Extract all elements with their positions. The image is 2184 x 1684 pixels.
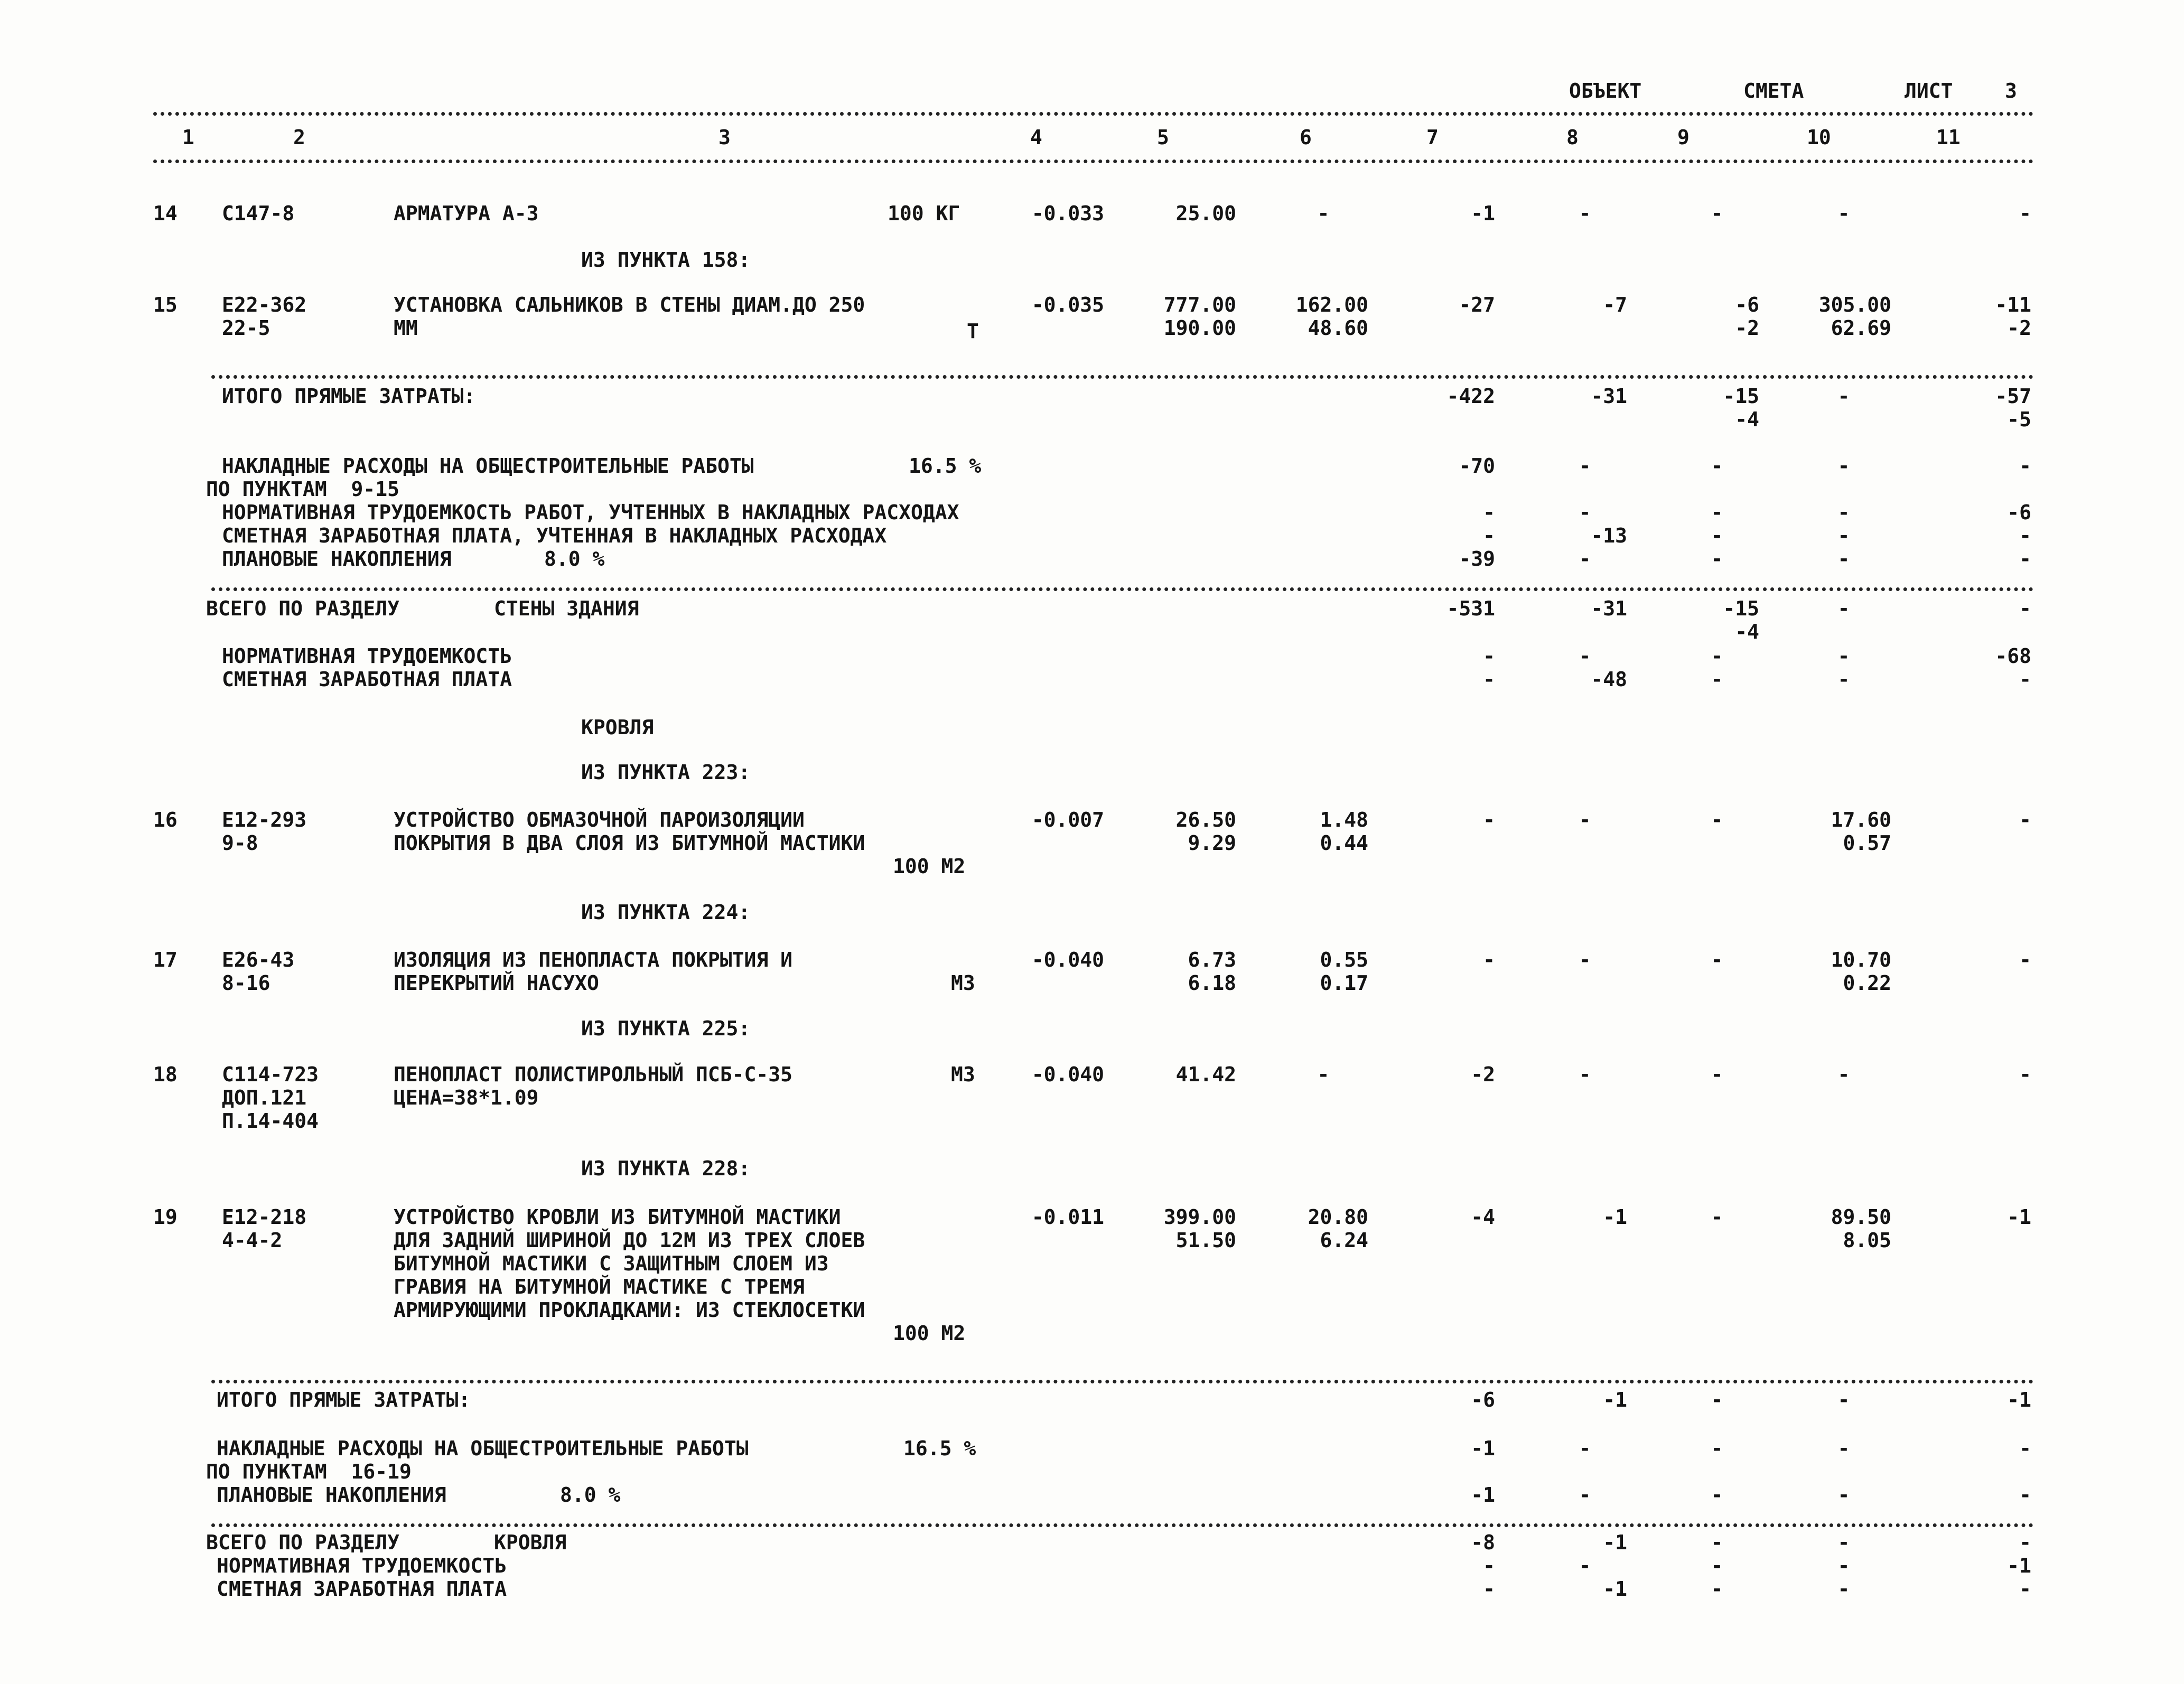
item-col7: -2 <box>1471 1063 1495 1086</box>
item-col8: - <box>1579 1063 1591 1086</box>
total-col10: - <box>1837 1577 1850 1601</box>
item-code: Е12-218 <box>222 1205 307 1229</box>
total-col9: - <box>1711 1388 1723 1411</box>
total-col9: -4 <box>1735 408 1759 431</box>
item-col6: 162.00 <box>1295 293 1368 316</box>
item-col6: 20.80 <box>1308 1205 1368 1229</box>
column-header: 11 <box>1936 126 1961 149</box>
total-col9: -4 <box>1735 620 1759 643</box>
item-name: АРМИРУЮЩИМИ ПРОКЛАДКАМИ: ИЗ СТЕКЛОСЕТКИ <box>394 1298 865 1322</box>
item-code: П.14-404 <box>222 1109 319 1133</box>
column-header: 8 <box>1566 126 1579 149</box>
total-col8: - <box>1579 501 1591 524</box>
item-code: 4-4-2 <box>222 1229 283 1252</box>
smeta-label: СМЕТА <box>1743 79 1804 102</box>
total-col10: - <box>1837 524 1850 547</box>
total-col11: -1 <box>2007 1388 2031 1411</box>
sheet-number: 3 <box>2005 79 2017 102</box>
subtotal-rule <box>211 1380 2034 1383</box>
item-col10: 0.57 <box>1843 831 1891 855</box>
item-unit: М3 <box>951 971 975 995</box>
total-col7: -422 <box>1446 385 1495 408</box>
item-name: БИТУМНОЙ МАСТИКИ С ЗАЩИТНЫМ СЛОЕМ ИЗ <box>394 1252 829 1275</box>
item-name: ДЛЯ ЗАДНИЙ ШИРИНОЙ ДО 12М ИЗ ТРЕХ СЛОЕВ <box>394 1229 865 1252</box>
total-col10: - <box>1837 1437 1850 1460</box>
total-col8: -31 <box>1591 597 1627 620</box>
item-col8: -7 <box>1603 293 1627 316</box>
column-header: 3 <box>718 126 731 149</box>
est-wage-label: СМЕТНАЯ ЗАРАБОТНАЯ ПЛАТА <box>222 668 512 691</box>
column-header: 7 <box>1426 126 1439 149</box>
total-col7: - <box>1483 1554 1495 1577</box>
total-col8: -48 <box>1591 668 1627 691</box>
column-header: 10 <box>1807 126 1831 149</box>
total-col7: - <box>1483 524 1495 547</box>
total-col8: - <box>1579 1554 1591 1577</box>
object-label: ОБЪЕКТ <box>1569 79 1642 102</box>
item-col6: 0.55 <box>1320 948 1368 971</box>
item-col5: 51.50 <box>1175 1229 1236 1252</box>
section-rule <box>211 1523 2034 1527</box>
total-col11: - <box>2019 597 2031 620</box>
total-col10: - <box>1837 385 1850 408</box>
total-col8: -31 <box>1591 385 1627 408</box>
norm-labor-label: НОРМАТИВНАЯ ТРУДОЕМКОСТЬ <box>217 1554 507 1577</box>
source-point-note: ИЗ ПУНКТА 158: <box>581 248 751 272</box>
total-col11: - <box>2019 1483 2031 1507</box>
total-col10: - <box>1837 597 1850 620</box>
total-col9: -15 <box>1723 597 1759 620</box>
total-col9: - <box>1711 1437 1723 1460</box>
item-name: ПЕНОПЛАСТ ПОЛИСТИРОЛЬНЫЙ ПСБ-С-35 <box>394 1063 792 1086</box>
item-col7: - <box>1483 948 1495 971</box>
item-col7: -27 <box>1459 293 1495 316</box>
total-col7: -531 <box>1446 597 1495 620</box>
item-unit: М3 <box>951 1063 975 1086</box>
overhead-label: НАКЛАДНЫЕ РАСХОДЫ НА ОБЩЕСТРОИТЕЛЬНЫЕ РАБОТЫ <box>222 454 754 478</box>
item-quantity: -0.040 <box>1031 948 1104 971</box>
item-name: ЦЕНА=38*1.09 <box>394 1086 539 1109</box>
item-col5: 777.00 <box>1163 293 1236 316</box>
header-top-rule <box>153 112 2034 116</box>
column-header: 4 <box>1030 126 1042 149</box>
total-col7: -1 <box>1471 1483 1495 1507</box>
item-col8: - <box>1579 948 1591 971</box>
item-unit: 100 КГ <box>888 202 960 225</box>
item-quantity: -0.033 <box>1031 202 1104 225</box>
item-col6: 0.17 <box>1320 971 1368 995</box>
item-col9: - <box>1711 1205 1723 1229</box>
item-code: Е22-362 <box>222 293 307 316</box>
item-name: ПЕРЕКРЫТИЙ НАСУХО <box>394 971 599 995</box>
item-quantity: -0.040 <box>1031 1063 1104 1086</box>
total-col10: - <box>1837 644 1850 668</box>
item-col11: - <box>2019 948 2031 971</box>
total-col7: - <box>1483 501 1495 524</box>
item-name: ММ <box>394 316 418 340</box>
item-code: Е26-43 <box>222 948 295 971</box>
est-wage-label: СМЕТНАЯ ЗАРАБОТНАЯ ПЛАТА <box>217 1577 507 1601</box>
item-col11: - <box>2019 808 2031 831</box>
total-col8: - <box>1579 547 1591 570</box>
item-col5: 6.18 <box>1188 971 1236 995</box>
item-col10: 17.60 <box>1831 808 1891 831</box>
total-col9: - <box>1711 524 1723 547</box>
source-point-note: ИЗ ПУНКТА 225: <box>581 1017 751 1040</box>
direct-costs-label: ИТОГО ПРЯМЫЕ ЗАТРАТЫ: <box>217 1388 471 1411</box>
item-col10: 8.05 <box>1843 1229 1891 1252</box>
overhead-points: ПО ПУНКТАМ 16-19 <box>206 1460 412 1483</box>
item-col10: 89.50 <box>1831 1205 1891 1229</box>
overhead-percent: 16.5 % <box>909 454 982 478</box>
item-col7: -1 <box>1471 202 1495 225</box>
item-col11: - <box>2019 1063 2031 1086</box>
item-col9: -2 <box>1735 316 1759 340</box>
subtotal-rule <box>211 375 2034 379</box>
item-quantity: -0.035 <box>1031 293 1104 316</box>
item-number: 14 <box>153 202 178 225</box>
item-unit: 100 М2 <box>893 1322 966 1345</box>
total-col11: -5 <box>2007 408 2031 431</box>
item-number: 19 <box>153 1205 178 1229</box>
item-col9: - <box>1711 202 1723 225</box>
item-unit: Т <box>967 320 979 343</box>
item-name: УСТАНОВКА САЛЬНИКОВ В СТЕНЫ ДИАМ.ДО 250 <box>394 293 865 316</box>
item-col11: - <box>2019 202 2031 225</box>
total-col7: - <box>1483 1577 1495 1601</box>
item-col5: 41.42 <box>1175 1063 1236 1086</box>
total-col8: - <box>1579 1483 1591 1507</box>
total-col11: - <box>2019 1437 2031 1460</box>
item-col8: -1 <box>1603 1205 1627 1229</box>
item-col6: - <box>1317 202 1330 225</box>
total-col9: - <box>1711 668 1723 691</box>
item-col10: 305.00 <box>1818 293 1891 316</box>
item-code: С114-723 <box>222 1063 319 1086</box>
overhead-points: ПО ПУНКТАМ 9-15 <box>206 478 400 501</box>
item-col9: -6 <box>1735 293 1759 316</box>
direct-costs-label: ИТОГО ПРЯМЫЕ ЗАТРАТЫ: <box>222 385 476 408</box>
section-total-label: ВСЕГО ПО РАЗДЕЛУ <box>206 597 400 620</box>
item-col10: 10.70 <box>1831 948 1891 971</box>
item-col6: 1.48 <box>1320 808 1368 831</box>
item-col11: -2 <box>2007 316 2031 340</box>
total-col7: - <box>1483 668 1495 691</box>
total-col8: - <box>1579 454 1591 478</box>
total-col8: -13 <box>1591 524 1627 547</box>
total-col11: - <box>2019 454 2031 478</box>
total-col7: -70 <box>1459 454 1495 478</box>
item-name: УСТРОЙСТВО КРОВЛИ ИЗ БИТУМНОЙ МАСТИКИ <box>394 1205 841 1229</box>
item-name: ИЗОЛЯЦИЯ ИЗ ПЕНОПЛАСТА ПОКРЫТИЯ И <box>394 948 792 971</box>
total-col10: - <box>1837 668 1850 691</box>
wage-label: СМЕТНАЯ ЗАРАБОТНАЯ ПЛАТА, УЧТЕННАЯ В НАКЛАДНЫХ РАСХОДАХ <box>222 524 887 547</box>
total-col9: - <box>1711 1554 1723 1577</box>
total-col11: - <box>2019 668 2031 691</box>
norm-labor-label: НОРМАТИВНАЯ ТРУДОЕМКОСТЬ <box>222 644 512 668</box>
total-col11: -6 <box>2007 501 2031 524</box>
section-rule <box>211 587 2034 591</box>
total-col11: - <box>2019 524 2031 547</box>
item-unit: 100 М2 <box>893 855 966 878</box>
item-code: 22-5 <box>222 316 270 340</box>
item-number: 15 <box>153 293 178 316</box>
item-name: ПОКРЫТИЯ В ДВА СЛОЯ ИЗ БИТУМНОЙ МАСТИКИ <box>394 831 865 855</box>
total-col9: - <box>1711 644 1723 668</box>
item-col10: 62.69 <box>1831 316 1891 340</box>
item-code: 9-8 <box>222 831 258 855</box>
item-col11: -11 <box>1995 293 2031 316</box>
item-col10: 0.22 <box>1843 971 1891 995</box>
savings-label: ПЛАНОВЫЕ НАКОПЛЕНИЯ <box>222 547 452 570</box>
item-col6: 48.60 <box>1308 316 1368 340</box>
labor-label: НОРМАТИВНАЯ ТРУДОЕМКОСТЬ РАБОТ, УЧТЕННЫХ В НАКЛАДНЫХ РАСХОДАХ <box>222 501 959 524</box>
total-col7: -8 <box>1471 1531 1495 1554</box>
savings-percent: 8.0 % <box>560 1483 621 1507</box>
total-col9: - <box>1711 1531 1723 1554</box>
total-col11: -68 <box>1995 644 2031 668</box>
column-header: 6 <box>1300 126 1312 149</box>
item-col7: - <box>1483 808 1495 831</box>
total-col10: - <box>1837 454 1850 478</box>
item-col8: - <box>1579 202 1591 225</box>
savings-label: ПЛАНОВЫЕ НАКОПЛЕНИЯ <box>217 1483 446 1507</box>
item-name: УСТРОЙСТВО ОБМАЗОЧНОЙ ПАРОИЗОЛЯЦИИ <box>394 808 805 831</box>
total-col9: - <box>1711 1483 1723 1507</box>
total-col8: -1 <box>1603 1577 1627 1601</box>
item-col5: 9.29 <box>1188 831 1236 855</box>
total-col10: - <box>1837 1531 1850 1554</box>
item-code: ДОП.121 <box>222 1086 307 1109</box>
section-title: КРОВЛЯ <box>581 716 654 739</box>
item-col6: 0.44 <box>1320 831 1368 855</box>
item-code: 8-16 <box>222 971 270 995</box>
header-bottom-rule <box>153 160 2034 163</box>
section-name: КРОВЛЯ <box>494 1531 567 1554</box>
total-col11: - <box>2019 547 2031 570</box>
overhead-label: НАКЛАДНЫЕ РАСХОДЫ НА ОБЩЕСТРОИТЕЛЬНЫЕ РАБОТЫ <box>217 1437 749 1460</box>
total-col7: - <box>1483 644 1495 668</box>
item-col5: 399.00 <box>1163 1205 1236 1229</box>
overhead-percent: 16.5 % <box>903 1437 976 1460</box>
item-col9: - <box>1711 808 1723 831</box>
item-col5: 25.00 <box>1175 202 1236 225</box>
total-col9: - <box>1711 1577 1723 1601</box>
item-col9: - <box>1711 1063 1723 1086</box>
column-header: 9 <box>1677 126 1690 149</box>
total-col10: - <box>1837 1388 1850 1411</box>
item-number: 18 <box>153 1063 178 1086</box>
total-col10: - <box>1837 501 1850 524</box>
total-col8: - <box>1579 644 1591 668</box>
total-col10: - <box>1837 1483 1850 1507</box>
total-col7: -1 <box>1471 1437 1495 1460</box>
total-col9: - <box>1711 547 1723 570</box>
section-name: СТЕНЫ ЗДАНИЯ <box>494 597 639 620</box>
item-quantity: -0.007 <box>1031 808 1104 831</box>
savings-percent: 8.0 % <box>544 547 605 570</box>
total-col10: - <box>1837 547 1850 570</box>
item-col10: - <box>1837 1063 1850 1086</box>
column-header: 5 <box>1157 126 1169 149</box>
column-header: 2 <box>293 126 305 149</box>
total-col9: - <box>1711 454 1723 478</box>
item-col8: - <box>1579 808 1591 831</box>
total-col8: - <box>1579 1437 1591 1460</box>
item-col6: - <box>1317 1063 1330 1086</box>
section-total-label: ВСЕГО ПО РАЗДЕЛУ <box>206 1531 400 1554</box>
source-point-note: ИЗ ПУНКТА 224: <box>581 901 751 924</box>
item-col6: 6.24 <box>1320 1229 1368 1252</box>
item-col7: -4 <box>1471 1205 1495 1229</box>
sheet-label: ЛИСТ <box>1905 79 1953 102</box>
item-col5: 6.73 <box>1188 948 1236 971</box>
column-header: 1 <box>182 126 194 149</box>
total-col9: -15 <box>1723 385 1759 408</box>
item-code: С147-8 <box>222 202 295 225</box>
total-col11: - <box>2019 1531 2031 1554</box>
item-col9: - <box>1711 948 1723 971</box>
item-col11: -1 <box>2007 1205 2031 1229</box>
item-number: 16 <box>153 808 178 831</box>
total-col7: -39 <box>1459 547 1495 570</box>
total-col9: - <box>1711 501 1723 524</box>
item-quantity: -0.011 <box>1031 1205 1104 1229</box>
total-col11: -57 <box>1995 385 2031 408</box>
item-col5: 190.00 <box>1163 316 1236 340</box>
item-code: Е12-293 <box>222 808 307 831</box>
total-col11: - <box>2019 1577 2031 1601</box>
total-col8: -1 <box>1603 1531 1627 1554</box>
total-col11: -1 <box>2007 1554 2031 1577</box>
item-number: 17 <box>153 948 178 971</box>
item-col5: 26.50 <box>1175 808 1236 831</box>
source-point-note: ИЗ ПУНКТА 228: <box>581 1157 751 1180</box>
total-col8: -1 <box>1603 1388 1627 1411</box>
source-point-note: ИЗ ПУНКТА 223: <box>581 761 751 784</box>
item-name: АРМАТУРА А-3 <box>394 202 539 225</box>
item-name: ГРАВИЯ НА БИТУМНОЙ МАСТИКЕ С ТРЕМЯ <box>394 1275 805 1298</box>
item-col10: - <box>1837 202 1850 225</box>
total-col7: -6 <box>1471 1388 1495 1411</box>
total-col10: - <box>1837 1554 1850 1577</box>
